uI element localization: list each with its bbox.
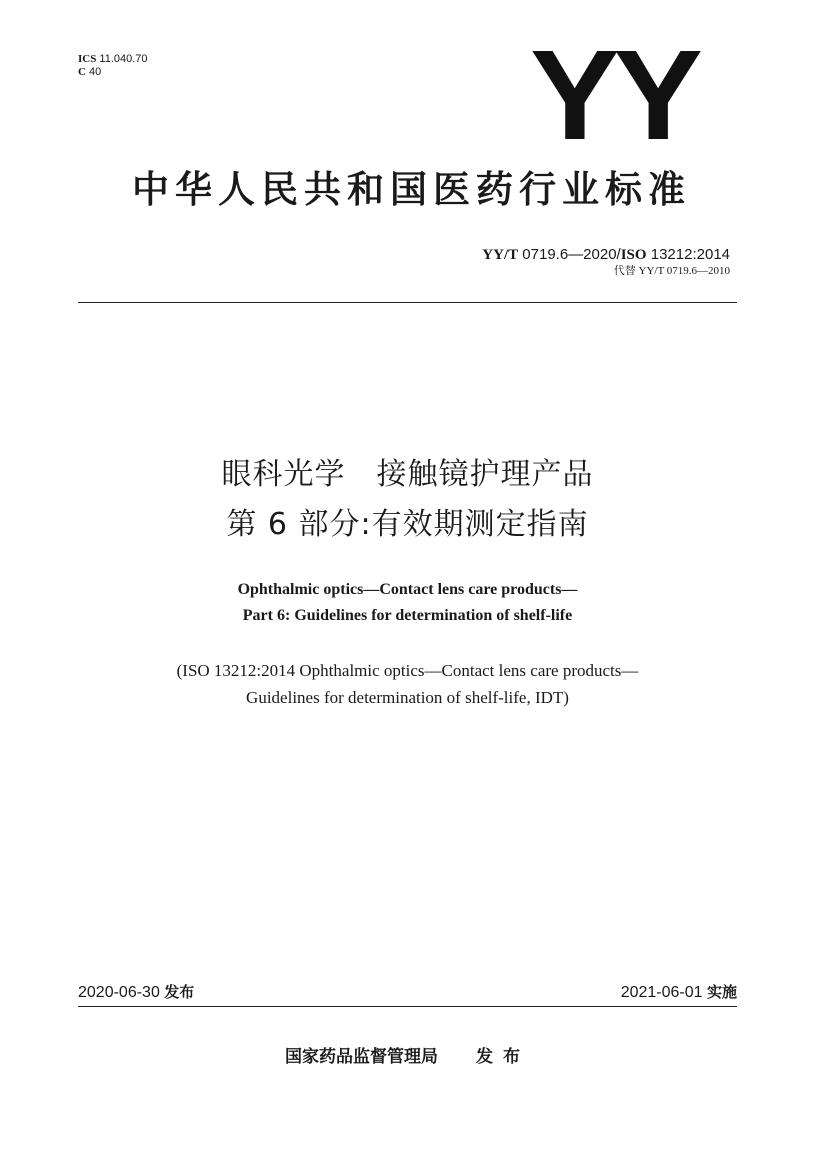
en-title-line-2: Part 6: Guidelines for determination of shelf-life bbox=[242, 607, 573, 624]
ccs-code bbox=[78, 66, 148, 79]
header-divider bbox=[78, 302, 737, 303]
issue-date-label: 发布 bbox=[164, 983, 195, 1001]
footer-divider bbox=[78, 1006, 737, 1007]
iso-code: 13212:2014 bbox=[650, 246, 730, 263]
cn-title-line-1: 眼科光学 接触镜护理产品 bbox=[221, 457, 594, 492]
standard-code: 0719.6—2020/ bbox=[522, 246, 621, 263]
issuing-authority bbox=[0, 1045, 815, 1069]
en-title-line-1: Ophthalmic optics—Contact lens care products— bbox=[237, 581, 578, 598]
classification-codes bbox=[78, 53, 148, 79]
issuer-name: 国家药品监督管理局 bbox=[285, 1047, 438, 1067]
issue-date bbox=[78, 982, 194, 1003]
ics-code bbox=[78, 53, 148, 66]
standard-number bbox=[482, 246, 730, 264]
effective-date-value: 2021-06-01 bbox=[620, 984, 703, 1001]
yy-logo: YY bbox=[530, 24, 697, 167]
standard-prefix: YY/T bbox=[482, 247, 519, 263]
cn-title-line-2: 第 6 部分:有效期测定指南 bbox=[226, 507, 589, 542]
page-title: 中华人民共和国医药行业标准 bbox=[132, 168, 691, 211]
ccs-label: C bbox=[78, 66, 86, 78]
iso-reference-line-1: (ISO 13212:2014 Ophthalmic optics—Contact lens care products— bbox=[176, 661, 639, 680]
issuer-action: 发布 bbox=[476, 1047, 530, 1067]
iso-reference-line-2: Guidelines for determination of shelf-life, IDT) bbox=[246, 688, 569, 707]
replaces-note: 代替 YY/T 0719.6—2010 bbox=[613, 265, 730, 277]
issue-date-value: 2020-06-30 bbox=[78, 984, 160, 1001]
ics-label: ICS bbox=[78, 53, 97, 65]
effective-date-label: 实施 bbox=[706, 983, 737, 1001]
effective-date bbox=[621, 982, 737, 1003]
ics-value: 11.040.70 bbox=[99, 53, 148, 65]
iso-prefix: ISO bbox=[620, 247, 647, 263]
ccs-value: 40 bbox=[89, 66, 102, 78]
